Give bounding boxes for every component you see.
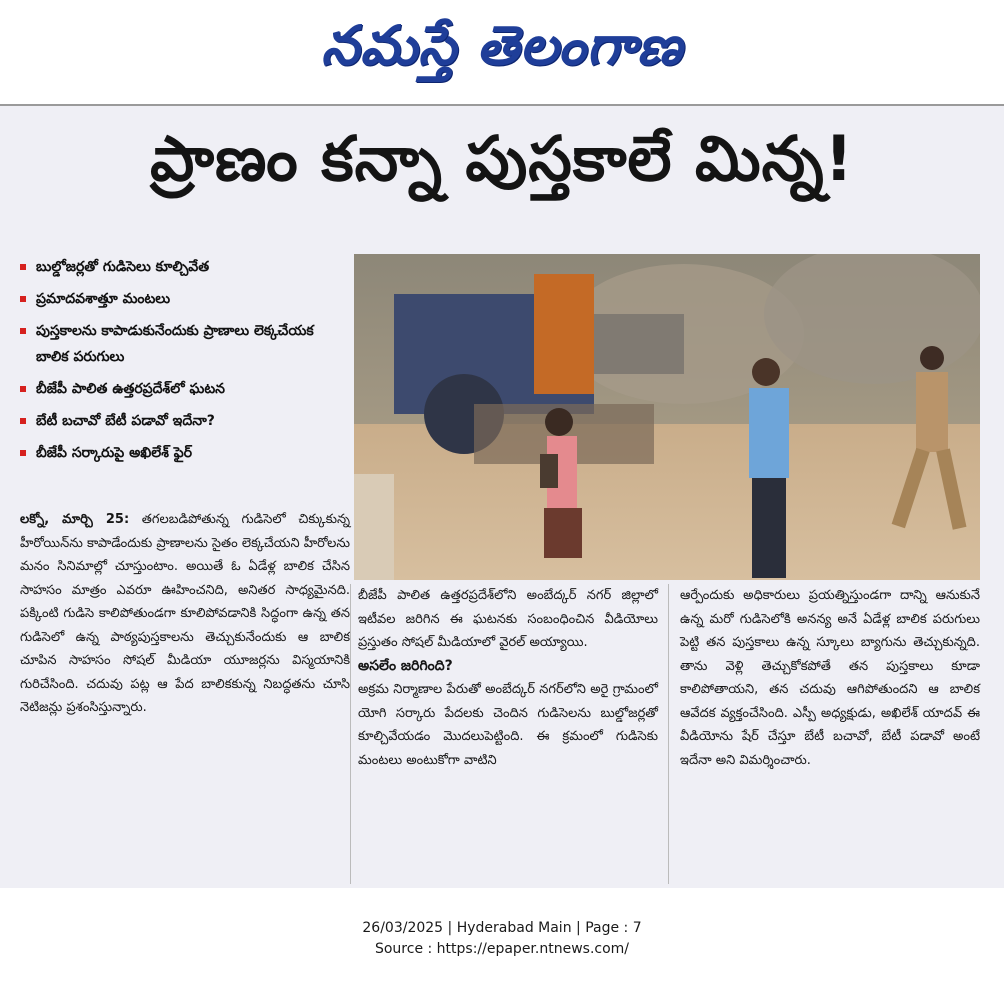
- article-paragraph: బీజేపీ పాలిత ఉత్తరప్రదేశ్‌లోని అంబేద్కర్ నగర్ జిల్లాలో ఇటీవల జరిగిన ఈ ఘటనకు సంబంధించిన వీడియోలు ప్రస్తుతం సోషల్ మీడియాలో వైరల్ అయ్యాయి.: [358, 588, 658, 650]
- article-column-3: [680, 584, 980, 772]
- highlight-item: [20, 440, 350, 466]
- square-bullet-icon: [20, 296, 26, 302]
- article-paragraph: ఆర్పేందుకు అధికారులు ప్రయత్నిస్తుండగా దాన్ని ఆనుకునే ఉన్న మరో గుడిసెలోకి అనన్య అనే ఏడేళ్ల బాలిక పరుగులు పెట్టి తన పుస్తకాలు ఉన్న స్కూలు బ్యాగును తెచ్చుకున్నది. తాను వెళ్లి తెచ్చుకోకపోతే తన పుస్తకాలు కూడా కాలిపోతాయని, తన చదువు ఆగిపోతుందని ఆ బాలిక ఆవేదక వ్యక్తంచేసింది. ఎస్పీ అధ్యక్షుడు, అఖిలేశ్ యాదవ్ ఈ వీడియోను షేర్ చేస్తూ బేటీ బచావో, బేటీ పడావో అంటే ఇదేనా అని విమర్శించారు.: [680, 588, 980, 768]
- square-bullet-icon: [20, 450, 26, 456]
- highlight-text: బీజేపీ సర్కారుపై అఖిలేశ్ ఫైర్: [36, 445, 193, 461]
- highlight-text: బీజేపీ పాలిత ఉత్తరప్రదేశ్‌లో ఘటన: [36, 381, 225, 397]
- edition-info: 26/03/2025 | Hyderabad Main | Page : 7: [362, 920, 642, 936]
- headline: ప్రాణం కన్నా పుస్తకాలే మిన్న!: [150, 122, 854, 195]
- highlight-item: [20, 254, 350, 280]
- square-bullet-icon: [20, 328, 26, 334]
- highlight-item: [20, 376, 350, 402]
- highlight-text: ప్రమాదవశాత్తూ మంటలు: [36, 291, 171, 307]
- highlight-text: బేటీ బచావో బేటీ పడావో ఇదేనా?: [36, 413, 215, 429]
- news-clipping: [0, 104, 1004, 888]
- dateline: లక్నో, మార్చి 25:: [20, 512, 130, 527]
- article-text: తగలబడిపోతున్న గుడిసెలో చిక్కుకున్న హీరోయిన్‌ను కాపాడేందుకు ప్రాణాలను సైతం లెక్కచేయని హీరోలను మనం సినిమాల్లో చూస్తుంటాం. అయితే ఓ ఏడేళ్ల బాలిక చేసిన సాహసం మాత్రం ఎవరూ ఊహించనిది, అనితర సాధ్యమైనది. పక్కింటి గుడిసె కాలిపోతుండగా కూలిపోవడానికి సిద్ధంగా ఉన్న తన గుడిసెలో ఉన్న పాఠ్యపుస్తకాలను తెచ్చుకునేందుకు ఆ బాలిక చూపిన సాహసం సోషల్ మీడియా యూజర్లను విస్మయానికి గురిచేసింది. చదువు పట్ల ఆ పేద బాలికకున్న నిబద్ధతను చూసి నెటిజన్లు ప్రశంసిస్తున్నారు.: [20, 512, 350, 715]
- highlight-text: బుల్డోజర్లతో గుడిసెలు కూల్చివేత: [36, 259, 210, 275]
- news-photo: [354, 254, 980, 580]
- article-paragraph: [20, 508, 350, 720]
- column-divider: [350, 584, 351, 884]
- square-bullet-icon: [20, 264, 26, 270]
- column-divider: [668, 584, 669, 884]
- highlight-text: పుస్తకాలను కాపాడుకునేందుకు ప్రాణాలు లెక్కచేయక బాలిక పరుగులు: [36, 323, 314, 365]
- masthead: [0, 0, 1004, 104]
- source-link[interactable]: Source : https://epaper.ntnews.com/: [374, 941, 630, 957]
- highlight-list: [20, 254, 350, 472]
- article-paragraph: అక్రమ నిర్మాణాల పేరుతో అంబేద్కర్ నగర్‌లోని అరై గ్రామంలో యోగి సర్కారు పేదలకు చెందిన గుడిసెలను బుల్డోజర్లతో కూల్చివేయడం మొదలుపెట్టింది. ఈ క్రమంలో గుడిసెకు మంటలు అంటుకోగా వాటిని: [358, 682, 658, 768]
- square-bullet-icon: [20, 386, 26, 392]
- article-subhead: అసలేం జరిగింది?: [358, 657, 453, 674]
- highlight-item: [20, 318, 350, 370]
- article-column-2: [358, 584, 658, 772]
- highlight-item: [20, 408, 350, 434]
- highlight-item: [20, 286, 350, 312]
- page-footer: [0, 918, 1004, 960]
- masthead-logo: నమస్తే తెలంగాణ: [321, 13, 683, 77]
- article-column-1: [20, 508, 350, 720]
- photo-illustration: [354, 254, 980, 580]
- square-bullet-icon: [20, 418, 26, 424]
